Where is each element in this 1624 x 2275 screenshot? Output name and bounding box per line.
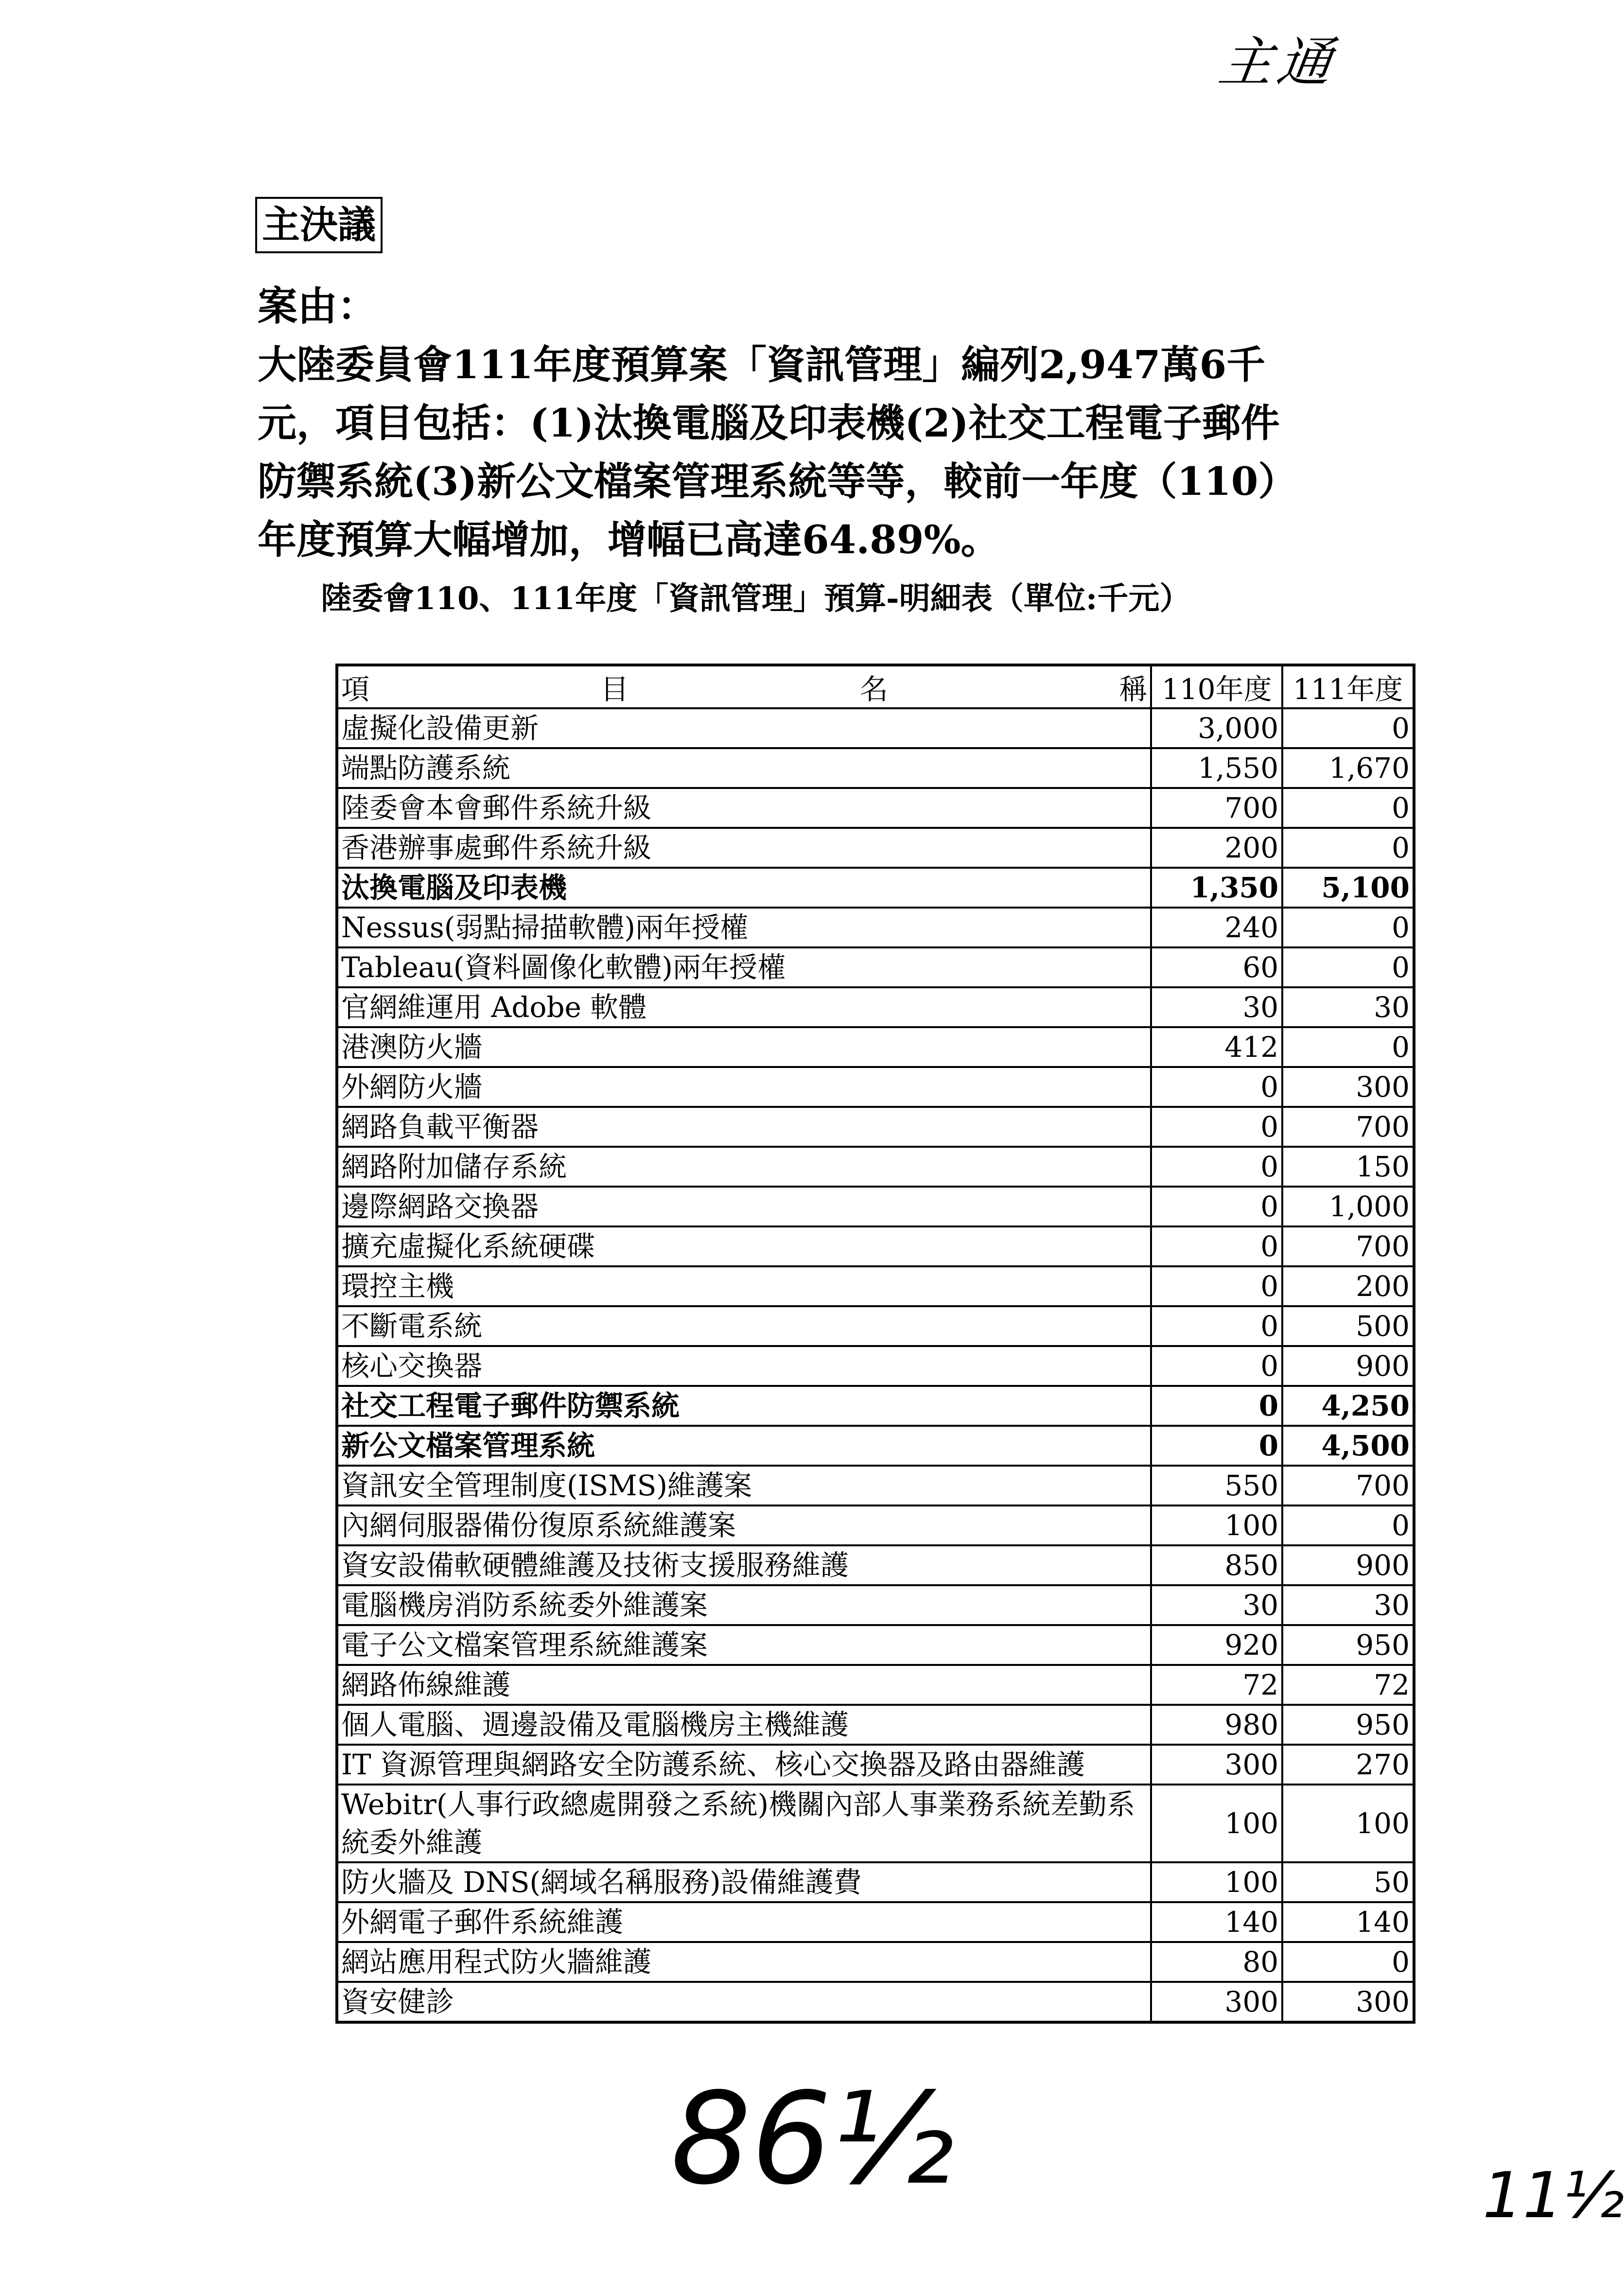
item-name-cell: 邊際網路交換器 xyxy=(337,1187,1151,1226)
item-name-cell: 網路負載平衡器 xyxy=(337,1107,1151,1147)
value-111-cell: 0 xyxy=(1282,947,1414,987)
value-111-cell: 300 xyxy=(1282,1982,1414,2022)
table-row xyxy=(337,1982,1414,2022)
value-111-cell: 1,670 xyxy=(1282,748,1414,788)
reason-line: 防禦系統(3)新公文檔案管理系統等等，較前一年度（110） xyxy=(258,458,1297,504)
item-name-cell: 社交工程電子郵件防禦系統 xyxy=(337,1386,1151,1426)
table-row xyxy=(337,1027,1414,1067)
value-111-cell: 0 xyxy=(1282,1505,1414,1545)
table-row xyxy=(337,1266,1414,1306)
value-110-cell: 0 xyxy=(1151,1067,1282,1107)
value-110-cell: 140 xyxy=(1151,1902,1282,1942)
item-name-cell: 環控主機 xyxy=(337,1266,1151,1306)
value-110-cell: 300 xyxy=(1151,1982,1282,2022)
item-name-cell: 網站應用程式防火牆維護 xyxy=(337,1942,1151,1982)
value-111-cell: 0 xyxy=(1282,708,1414,748)
table-row xyxy=(337,1187,1414,1226)
item-name-cell: Tableau(資料圖像化軟體)兩年授權 xyxy=(337,947,1151,987)
value-111-cell: 270 xyxy=(1282,1745,1414,1785)
value-110-cell: 980 xyxy=(1151,1705,1282,1745)
table-row xyxy=(337,1545,1414,1585)
item-name-cell: 擴充虛擬化系統硬碟 xyxy=(337,1226,1151,1266)
item-name-cell: 個人電腦、週邊設備及電腦機房主機維護 xyxy=(337,1705,1151,1745)
item-name-cell: 官網維運用 Adobe 軟體 xyxy=(337,987,1151,1027)
table-row xyxy=(337,748,1414,788)
table-row xyxy=(337,1585,1414,1625)
table-row xyxy=(337,1107,1414,1147)
item-name-cell: 新公文檔案管理系統 xyxy=(337,1426,1151,1466)
value-110-cell: 0 xyxy=(1151,1147,1282,1187)
value-110-cell: 700 xyxy=(1151,788,1282,828)
table-body xyxy=(337,708,1414,2022)
item-name-cell: 電子公文檔案管理系統維護案 xyxy=(337,1625,1151,1665)
value-111-cell: 72 xyxy=(1282,1665,1414,1705)
handwritten-signature: 主通 xyxy=(1215,31,1341,93)
value-110-cell: 240 xyxy=(1151,908,1282,947)
item-name-cell: 虛擬化設備更新 xyxy=(337,708,1151,748)
value-110-cell: 300 xyxy=(1151,1745,1282,1785)
table-row xyxy=(337,1902,1414,1942)
reason-line: 大陸委員會111年度預算案「資訊管理」編列2,947萬6千 xyxy=(258,342,1266,387)
value-110-cell: 0 xyxy=(1151,1306,1282,1346)
item-name-cell: 不斷電系統 xyxy=(337,1306,1151,1346)
table-row xyxy=(337,1306,1414,1346)
item-name-cell: 電腦機房消防系統委外維護案 xyxy=(337,1585,1151,1625)
reason-line: 年度預算大幅增加，增幅已高達64.89%。 xyxy=(258,517,1000,562)
table-row xyxy=(337,1346,1414,1386)
value-110-cell: 0 xyxy=(1151,1426,1282,1466)
table-row xyxy=(337,1785,1414,1862)
item-name-cell: 內網伺服器備份復原系統維護案 xyxy=(337,1505,1151,1545)
item-name-cell: 外網電子郵件系統維護 xyxy=(337,1902,1151,1942)
value-111-cell: 0 xyxy=(1282,908,1414,947)
value-111-cell: 950 xyxy=(1282,1705,1414,1745)
value-111-cell: 300 xyxy=(1282,1067,1414,1107)
table-row xyxy=(337,1226,1414,1266)
table-row xyxy=(337,987,1414,1027)
value-111-cell: 4,500 xyxy=(1282,1426,1414,1466)
table-row xyxy=(337,1745,1414,1785)
item-name-cell: IT 資源管理與網路安全防護系統、核心交換器及路由器維護 xyxy=(337,1745,1151,1785)
value-110-cell: 0 xyxy=(1151,1266,1282,1306)
reason-label: 案由： xyxy=(258,283,378,330)
value-110-cell: 0 xyxy=(1151,1187,1282,1226)
item-name-cell: 防火牆及 DNS(網域名稱服務)設備維護費 xyxy=(337,1862,1151,1902)
value-110-cell: 100 xyxy=(1151,1862,1282,1902)
value-111-cell: 4,250 xyxy=(1282,1386,1414,1426)
item-name-cell: Nessus(弱點掃描軟體)兩年授權 xyxy=(337,908,1151,947)
header-char: 稱 xyxy=(1119,673,1148,706)
table-row xyxy=(337,1505,1414,1545)
value-111-cell: 50 xyxy=(1282,1862,1414,1902)
value-110-cell: 0 xyxy=(1151,1386,1282,1426)
value-111-cell: 1,000 xyxy=(1282,1187,1414,1226)
value-110-cell: 0 xyxy=(1151,1346,1282,1386)
table-row xyxy=(337,788,1414,828)
value-110-cell: 30 xyxy=(1151,987,1282,1027)
value-111-cell: 900 xyxy=(1282,1346,1414,1386)
value-111-cell: 700 xyxy=(1282,1466,1414,1505)
table-row xyxy=(337,1665,1414,1705)
value-111-cell: 0 xyxy=(1282,1942,1414,1982)
header-item-name xyxy=(337,665,1151,708)
header-char: 項 xyxy=(341,673,370,706)
item-name-cell: 香港辦事處郵件系統升級 xyxy=(337,828,1151,868)
item-name-cell: 端點防護系統 xyxy=(337,748,1151,788)
item-name-cell: 港澳防火牆 xyxy=(337,1027,1151,1067)
value-111-cell: 0 xyxy=(1282,1027,1414,1067)
value-111-cell: 200 xyxy=(1282,1266,1414,1306)
table-row xyxy=(337,1147,1414,1187)
value-111-cell: 0 xyxy=(1282,828,1414,868)
item-name-cell: 陸委會本會郵件系統升級 xyxy=(337,788,1151,828)
value-111-cell: 700 xyxy=(1282,1107,1414,1147)
table-row xyxy=(337,947,1414,987)
value-110-cell: 3,000 xyxy=(1151,708,1282,748)
value-110-cell: 850 xyxy=(1151,1545,1282,1585)
resolution-label-box: 主決議 xyxy=(255,197,383,253)
value-110-cell: 1,550 xyxy=(1151,748,1282,788)
value-111-cell: 900 xyxy=(1282,1545,1414,1585)
table-row xyxy=(337,1862,1414,1902)
item-name-cell: Webitr(人事行政總處開發之系統)機關內部人事業務系統差勤系統委外維護 xyxy=(337,1785,1151,1862)
header-111: 111年度 xyxy=(1282,665,1414,708)
item-name-cell: 外網防火牆 xyxy=(337,1067,1151,1107)
handwritten-page-mark: 11½ xyxy=(1483,2158,1624,2232)
table-row xyxy=(337,1067,1414,1107)
item-name-cell: 資安健診 xyxy=(337,1982,1151,2022)
reason-line: 元，項目包括：(1)汰換電腦及印表機(2)社交工程電子郵件 xyxy=(258,400,1280,446)
value-110-cell: 100 xyxy=(1151,1785,1282,1862)
value-111-cell: 950 xyxy=(1282,1625,1414,1665)
item-name-cell: 核心交換器 xyxy=(337,1346,1151,1386)
reason-body xyxy=(258,335,1414,569)
value-111-cell: 140 xyxy=(1282,1902,1414,1942)
table-row xyxy=(337,1625,1414,1665)
value-110-cell: 0 xyxy=(1151,1226,1282,1266)
value-111-cell: 500 xyxy=(1282,1306,1414,1346)
item-name-cell: 汰換電腦及印表機 xyxy=(337,868,1151,908)
value-111-cell: 700 xyxy=(1282,1226,1414,1266)
table-row xyxy=(337,708,1414,748)
value-111-cell: 5,100 xyxy=(1282,868,1414,908)
table-row xyxy=(337,908,1414,947)
table-row xyxy=(337,1426,1414,1466)
table-row xyxy=(337,1466,1414,1505)
value-110-cell: 412 xyxy=(1151,1027,1282,1067)
value-110-cell: 30 xyxy=(1151,1585,1282,1625)
value-111-cell: 0 xyxy=(1282,788,1414,828)
budget-table xyxy=(335,664,1415,2024)
item-name-cell: 資安設備軟硬體維護及技術支援服務維護 xyxy=(337,1545,1151,1585)
value-110-cell: 100 xyxy=(1151,1505,1282,1545)
table-row xyxy=(337,1705,1414,1745)
table-row xyxy=(337,868,1414,908)
table-row xyxy=(337,1942,1414,1982)
header-110: 110年度 xyxy=(1151,665,1282,708)
table-title: 陸委會110、111年度「資訊管理」預算-明細表（單位:千元） xyxy=(321,580,1191,617)
value-110-cell: 60 xyxy=(1151,947,1282,987)
value-111-cell: 100 xyxy=(1282,1785,1414,1862)
header-char: 目 xyxy=(600,673,629,706)
value-110-cell: 0 xyxy=(1151,1107,1282,1147)
item-name-cell: 網路附加儲存系統 xyxy=(337,1147,1151,1187)
value-110-cell: 550 xyxy=(1151,1466,1282,1505)
handwritten-page-number: 86½ xyxy=(671,2066,954,2213)
value-110-cell: 920 xyxy=(1151,1625,1282,1665)
header-char: 名 xyxy=(859,673,888,706)
table-row xyxy=(337,1386,1414,1426)
value-111-cell: 30 xyxy=(1282,987,1414,1027)
table-row xyxy=(337,828,1414,868)
item-name-cell: 網路佈線維護 xyxy=(337,1665,1151,1705)
value-110-cell: 72 xyxy=(1151,1665,1282,1705)
value-110-cell: 1,350 xyxy=(1151,868,1282,908)
value-110-cell: 200 xyxy=(1151,828,1282,868)
value-110-cell: 80 xyxy=(1151,1942,1282,1982)
value-111-cell: 30 xyxy=(1282,1585,1414,1625)
item-name-cell: 資訊安全管理制度(ISMS)維護案 xyxy=(337,1466,1151,1505)
table-header-row xyxy=(337,665,1414,708)
value-111-cell: 150 xyxy=(1282,1147,1414,1187)
